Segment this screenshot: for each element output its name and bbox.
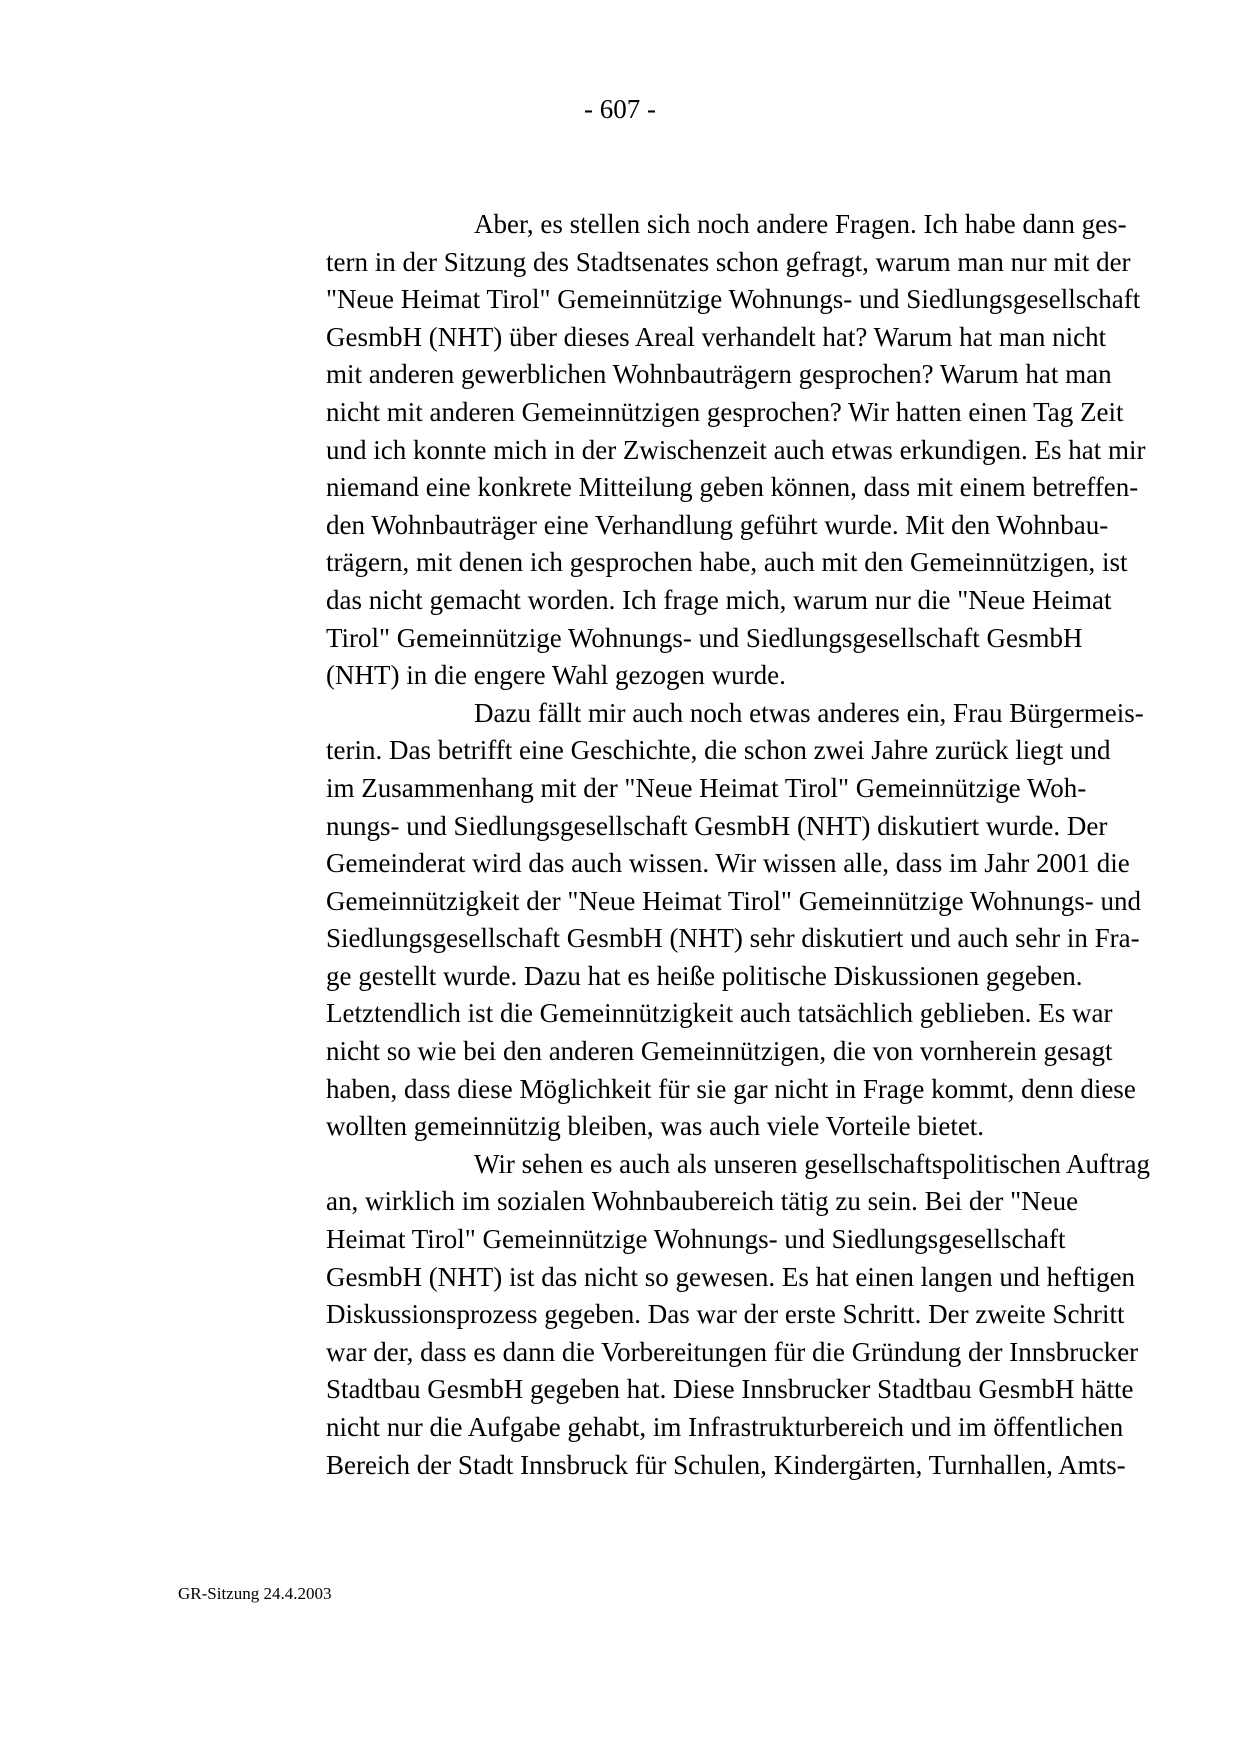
text-line: Tirol" Gemeinnützige Wohnungs- und Siedlungsgesellschaft GesmbH <box>326 622 1083 653</box>
text-line: terin. Das betrifft eine Geschichte, die schon zwei Jahre zurück liegt und <box>326 735 1111 766</box>
text-line: im Zusammenhang mit der "Neue Heimat Tirol" Gemeinnützige Woh- <box>326 772 1087 803</box>
paragraph <box>178 695 1144 1146</box>
text-line: haben, dass diese Möglichkeit für sie gar nicht in Frage kommt, denn diese <box>326 1073 1136 1104</box>
text-line: mit anderen gewerblichen Wohnbauträgern gesprochen? Warum hat man <box>326 359 1112 390</box>
text-line: und ich konnte mich in der Zwischenzeit auch etwas erkundigen. Es hat mir <box>326 434 1146 465</box>
text-line: "Neue Heimat Tirol" Gemeinnützige Wohnungs- und Siedlungsgesellschaft <box>326 284 1141 315</box>
text-line: an, wirklich im sozialen Wohnbaubereich tätig zu sein. Bei der "Neue <box>326 1186 1079 1217</box>
text-line: den Wohnbauträger eine Verhandlung geführt wurde. Mit den Wohnbau- <box>326 509 1109 540</box>
text-line: ge gestellt wurde. Dazu hat es heiße politische Diskussionen gegeben. <box>326 960 1083 991</box>
text-line: trägern, mit denen ich gesprochen habe, auch mit den Gemeinnützigen, ist <box>326 547 1128 578</box>
text-line: (NHT) in die engere Wahl gezogen wurde. <box>326 660 786 691</box>
text-line: niemand eine konkrete Mitteilung geben können, dass mit einem betreffen- <box>326 472 1139 503</box>
text-line: Siedlungsgesellschaft GesmbH (NHT) sehr diskutiert und auch sehr in Fra- <box>326 923 1140 954</box>
footer-session-date: GR-Sitzung 24.4.2003 <box>178 1584 332 1603</box>
text-line: Gemeinderat wird das auch wissen. Wir wissen alle, dass im Jahr 2001 die <box>326 848 1130 879</box>
paragraph <box>178 206 1146 695</box>
text-line: Letztendlich ist die Gemeinnützigkeit auch tatsächlich geblieben. Es war <box>326 998 1113 1029</box>
paragraph <box>178 1146 1150 1484</box>
text-line: GesmbH (NHT) ist das nicht so gewesen. Es hat einen langen und heftigen <box>326 1261 1136 1292</box>
text-line: wollten gemeinnützig bleiben, was auch viele Vorteile bietet. <box>326 1111 985 1142</box>
text-line: nicht nur die Aufgabe gehabt, im Infrastrukturbereich und im öffentlichen <box>326 1412 1124 1442</box>
text-line: Gemeinnützigkeit der "Neue Heimat Tirol" Gemeinnützige Wohnungs- und <box>326 885 1141 916</box>
text-line: nicht mit anderen Gemeinnützigen gesprochen? Wir hatten einen Tag Zeit <box>326 396 1124 427</box>
document-body <box>178 206 1150 1484</box>
text-line: Stadtbau GesmbH gegeben hat. Diese Innsbrucker Stadtbau GesmbH hätte <box>326 1374 1134 1405</box>
text-line: Dazu fällt mir auch noch etwas anderes ein, Frau Bürgermeis- <box>474 697 1144 728</box>
page-number: - 607 - <box>584 94 656 124</box>
text-line: das nicht gemacht worden. Ich frage mich, warum nur die "Neue Heimat <box>326 584 1112 615</box>
text-line: Diskussionsprozess gegeben. Das war der erste Schritt. Der zweite Schritt <box>326 1299 1125 1330</box>
text-line: Bereich der Stadt Innsbruck für Schulen, Kindergärten, Turnhallen, Amts- <box>326 1449 1126 1480</box>
text-line: nicht so wie bei den anderen Gemeinnützigen, die von vornherein gesagt <box>326 1036 1113 1067</box>
text-line: tern in der Sitzung des Stadtsenates schon gefragt, warum man nur mit der <box>326 246 1131 277</box>
text-line: GesmbH (NHT) über dieses Areal verhandelt hat? Warum hat man nicht <box>326 321 1107 352</box>
text-line: war der, dass es dann die Vorbereitungen für die Gründung der Innsbrucker <box>326 1336 1139 1367</box>
text-line: nungs- und Siedlungsgesellschaft GesmbH (NHT) diskutiert wurde. Der <box>326 810 1108 841</box>
text-line: Aber, es stellen sich noch andere Fragen. Ich habe dann ges- <box>474 209 1127 239</box>
text-line: Heimat Tirol" Gemeinnützige Wohnungs- und Siedlungsgesellschaft <box>326 1224 1066 1255</box>
text-line: Wir sehen es auch als unseren gesellschaftspolitischen Auftrag <box>474 1148 1150 1179</box>
